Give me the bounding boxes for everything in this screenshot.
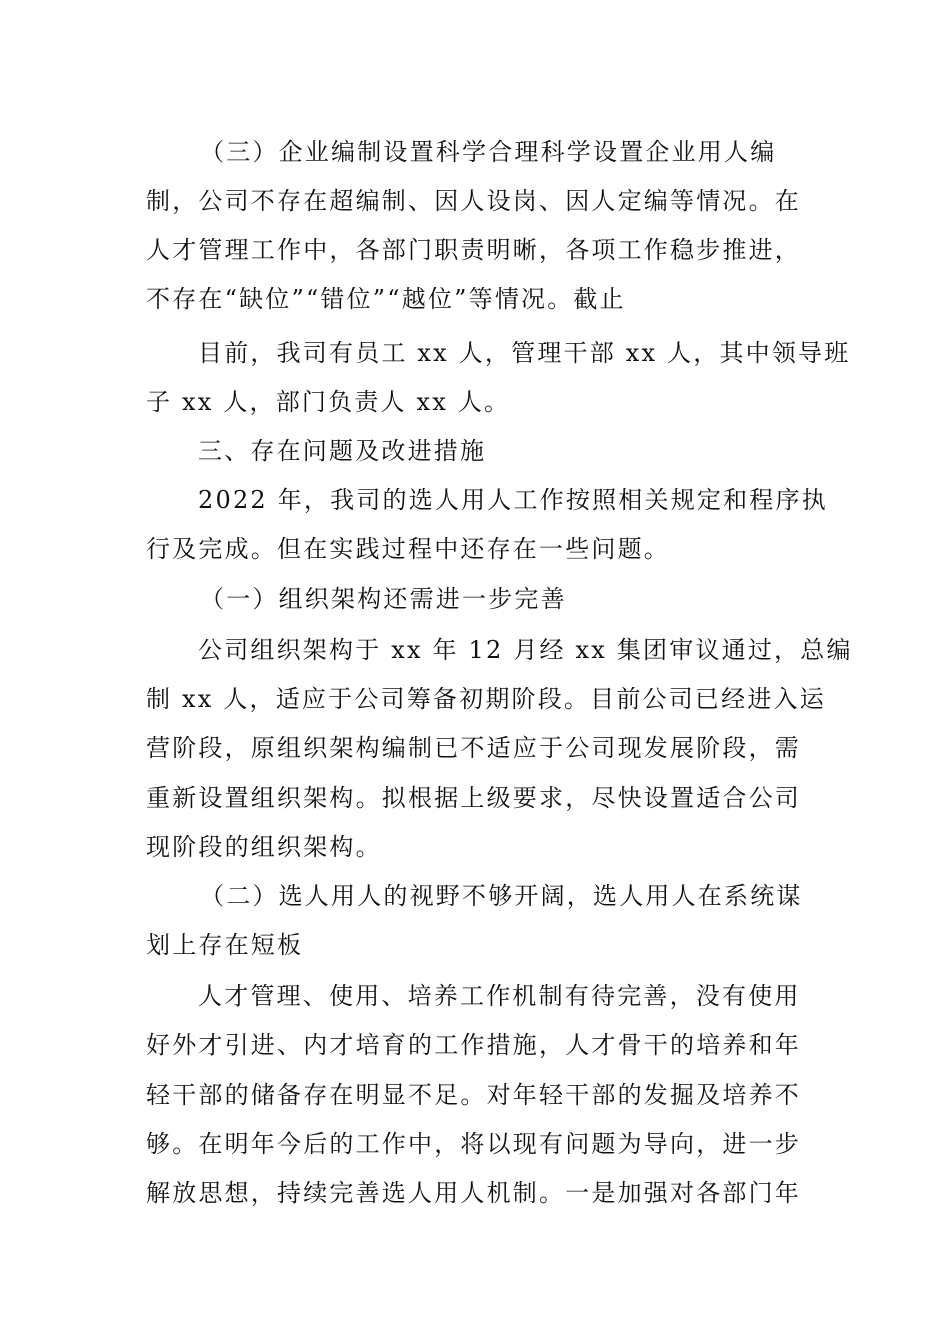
- text-line: 不存在“缺位”“错位”“越位”等情况。截止: [146, 285, 626, 313]
- text-line: 够。在明年今后的工作中，将以现有问题为导向，进一步: [146, 1130, 801, 1158]
- text-line: 目前，我司有员工 xx 人，管理干部 xx 人，其中领导班: [198, 339, 851, 367]
- text-line: （三）企业编制设置科学合理科学设置企业用人编: [200, 138, 777, 166]
- text-line: 人才管理、使用、培养工作机制有待完善，没有使用: [198, 982, 801, 1010]
- text-line: 子 xx 人，部门负责人 xx 人。: [146, 388, 511, 416]
- subsection-heading: （二）选人用人的视野不够开阔，选人用人在系统谋: [200, 882, 803, 910]
- text-line: 人才管理工作中，各部门职责明晰，各项工作稳步推进，: [146, 236, 801, 264]
- text-line: 轻干部的储备存在明显不足。对年轻干部的发掘及培养不: [146, 1081, 801, 1109]
- text-line: 好外才引进、内才培育的工作措施，人才骨干的培养和年: [146, 1031, 801, 1059]
- text-line: 解放思想，持续完善选人用人机制。一是加强对各部门年: [146, 1179, 801, 1207]
- text-line: 重新设置组织架构。拟根据上级要求，尽快设置适合公司: [146, 784, 801, 812]
- text-line: 营阶段，原组织架构编制已不适应于公司现发展阶段，需: [146, 734, 801, 762]
- text-line: 2022 年，我司的选人用人工作按照相关规定和程序执: [198, 486, 828, 514]
- text-line: 制，公司不存在超编制、因人设岗、因人定编等情况。在: [146, 187, 801, 215]
- text-line: 制 xx 人，适应于公司筹备初期阶段。目前公司已经进入运: [146, 685, 826, 713]
- section-heading: 三、存在问题及改进措施: [198, 437, 487, 465]
- subsection-heading: （一）组织架构还需进一步完善: [200, 585, 567, 613]
- text-line: 现阶段的组织架构。: [146, 833, 382, 861]
- text-line: 公司组织架构于 xx 年 12 月经 xx 集团审议通过，总编: [198, 636, 853, 664]
- text-line: 行及完成。但在实践过程中还存在一些问题。: [146, 535, 670, 563]
- subsection-heading: 划上存在短板: [146, 931, 304, 959]
